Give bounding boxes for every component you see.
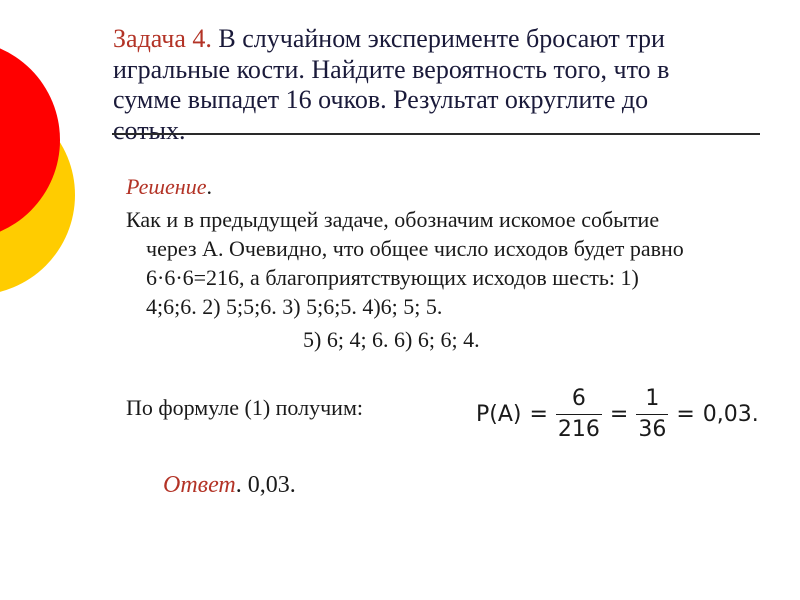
solution-heading [126,172,212,201]
formula-equals-1: = [529,401,548,427]
answer-label: Ответ [163,472,236,498]
title-underline [112,133,760,135]
fraction-1-numerator: 6 [571,386,586,411]
solution-line-4: 4;6;6. 2) 5;5;6. 3) 5;6;5. 4)6; 5; 5. [146,294,443,319]
formula-result: 0,03. [702,401,759,427]
answer [163,471,296,500]
fraction-1-over-36 [636,386,668,442]
solution-paragraph [126,205,746,321]
task-number: Задача 4. [113,24,212,53]
decorative-circles [0,0,90,320]
fraction-2-numerator: 1 [645,386,660,411]
answer-value: . 0,03. [235,472,296,498]
task-title [113,24,713,146]
fraction-1-denominator: 216 [556,414,602,442]
solution-line-1: Как и в предыдущей задаче, обозначим искомое событие [126,207,660,232]
formula-lhs: P(A) [476,401,522,427]
solution-line-3: 6·6·6=216, а благоприятствующих исходов шесть: 1) [146,265,639,290]
solution-label-suffix: . [206,174,212,199]
solution-line-2: через А. Очевидно, что общее число исходов будет равно [146,236,684,261]
task-statement: В случайном эксперименте бросают три игральные кости. Найдите вероятность того, что в сумме выпадет 16 очков. Результат округлите до сотых. [113,24,670,145]
formula-equals-2: = [609,401,629,427]
fraction-2-denominator: 36 [636,414,668,442]
fraction-6-over-216 [556,386,602,442]
solution-label: Решение [126,174,207,199]
formula-intro: По формуле (1) получим: [126,395,363,420]
probability-formula [476,382,759,446]
formula-equals-3: = [676,401,695,427]
cases-line-2: 5) 6; 4; 6. 6) 6; 6; 4. [303,327,480,352]
